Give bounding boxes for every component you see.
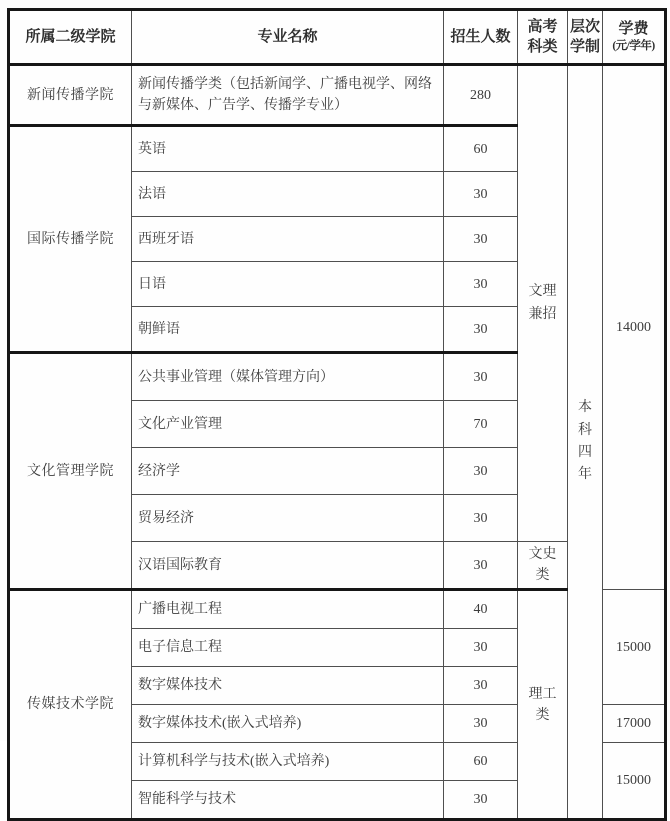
header-count: 招生人数 — [444, 10, 518, 65]
major-cell: 法语 — [132, 172, 444, 217]
major-cell: 广播电视工程 — [132, 590, 444, 629]
major-cell: 日语 — [132, 262, 444, 307]
header-level-line1: 层次 — [570, 18, 601, 35]
major-cell: 电子信息工程 — [132, 629, 444, 667]
count-cell: 30 — [444, 353, 518, 401]
count-cell: 30 — [444, 495, 518, 542]
exam-category-cell-wenshi: 文史类 — [518, 542, 568, 590]
fee-cell-15000-a: 15000 — [603, 590, 666, 705]
major-cell: 公共事业管理（媒体管理方向） — [132, 353, 444, 401]
college-cell: 传媒技术学院 — [9, 590, 132, 820]
count-cell: 30 — [444, 172, 518, 217]
major-cell: 智能科学与技术 — [132, 781, 444, 820]
count-cell: 30 — [444, 262, 518, 307]
college-cell: 新闻传播学院 — [9, 65, 132, 126]
major-cell: 朝鲜语 — [132, 307, 444, 353]
count-cell: 30 — [444, 307, 518, 353]
major-cell: 新闻传播学类（包括新闻学、广播电视学、网络与新媒体、广告学、传播学专业） — [132, 65, 444, 126]
college-cell: 文化管理学院 — [9, 353, 132, 590]
count-cell: 70 — [444, 401, 518, 448]
header-exam-line2: 科类 — [527, 39, 558, 55]
major-cell: 计算机科学与技术(嵌入式培养) — [132, 743, 444, 781]
count-cell: 280 — [444, 65, 518, 126]
header-major: 专业名称 — [132, 10, 444, 65]
header-level-line2: 学制 — [570, 39, 601, 55]
major-cell: 西班牙语 — [132, 217, 444, 262]
fee-cell-14000: 14000 — [603, 65, 666, 590]
major-cell: 数字媒体技术(嵌入式培养) — [132, 705, 444, 743]
major-cell: 汉语国际教育 — [132, 542, 444, 590]
exam-wenli-line2: 兼招 — [528, 306, 557, 322]
major-cell: 贸易经济 — [132, 495, 444, 542]
level-line2: 四年 — [578, 445, 592, 483]
exam-category-cell-wenli — [518, 65, 568, 542]
level-line1: 本科 — [578, 400, 592, 438]
count-cell: 60 — [444, 743, 518, 781]
count-cell: 30 — [444, 667, 518, 705]
major-cell: 英语 — [132, 126, 444, 172]
fee-cell-17000: 17000 — [603, 705, 666, 743]
major-cell: 经济学 — [132, 448, 444, 495]
count-cell: 30 — [444, 542, 518, 590]
table-header-row — [9, 10, 666, 65]
header-exam-category — [518, 10, 568, 65]
admission-plan-table — [7, 8, 667, 821]
table-row — [9, 590, 666, 629]
header-level — [568, 10, 603, 65]
count-cell: 30 — [444, 705, 518, 743]
level-cell — [568, 65, 603, 820]
table-row — [9, 65, 666, 126]
count-cell: 30 — [444, 217, 518, 262]
fee-cell-15000-b: 15000 — [603, 743, 666, 820]
header-exam-line1: 高考 — [527, 18, 558, 35]
header-fee-line1: 学费 — [618, 21, 649, 38]
count-cell: 40 — [444, 590, 518, 629]
major-cell: 数字媒体技术 — [132, 667, 444, 705]
exam-wenli-line1: 文理 — [528, 284, 557, 300]
count-cell: 60 — [444, 126, 518, 172]
major-cell: 文化产业管理 — [132, 401, 444, 448]
count-cell: 30 — [444, 448, 518, 495]
header-fee-line2: (元/学年) — [612, 40, 655, 53]
count-cell: 30 — [444, 781, 518, 820]
college-cell: 国际传播学院 — [9, 126, 132, 353]
count-cell: 30 — [444, 629, 518, 667]
header-fee — [603, 10, 666, 65]
exam-category-cell-ligong: 理工类 — [518, 590, 568, 820]
header-college: 所属二级学院 — [9, 10, 132, 65]
